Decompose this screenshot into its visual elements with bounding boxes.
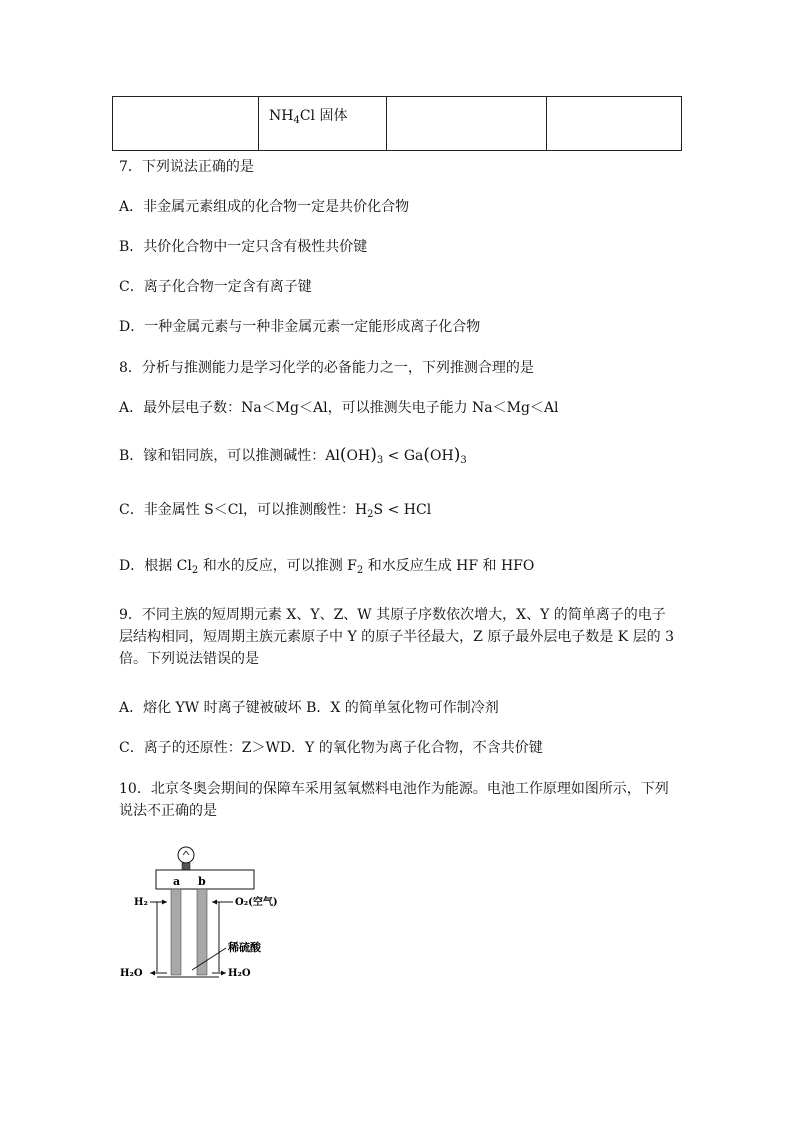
option-text: D．根据 Cl [119,558,192,574]
h2-inlet-label: H₂ [134,897,148,908]
table-row [113,97,682,151]
q8-option-c [119,500,431,520]
formula-subscript: 2 [367,509,374,520]
option-text: B．镓和铝同族，可以推测碱性： [119,448,326,464]
relation-sign: < [383,502,404,518]
fuel-cell-diagram [120,842,290,987]
option-text: 和水的反应，可以推测 F [198,558,357,574]
table-cell-2 [259,97,387,151]
table-cell-1 [113,97,259,151]
formula-text: Cl 固体 [299,108,348,124]
q7-option-d: D．一种金属元素与一种非金属元素一定能形成离子化合物 [119,319,481,335]
formula-text: S [373,502,384,518]
formula-subscript: 3 [376,455,384,466]
electrolyte-label: 稀硫酸 [228,941,261,954]
q7-option-b: B．共价化合物中一定只含有极性共价键 [119,239,368,255]
option-text: 和水反应生成 HF 和 HFO [363,558,535,574]
o2-inlet-label: O₂(空气) [235,897,278,908]
formula-text: NH [269,108,294,124]
formula-subscript: 3 [460,455,467,466]
formula-subscript: 2 [356,565,364,576]
electrode-a [171,889,181,975]
formula-subscript: 4 [293,115,300,126]
q7-option-a: A．非金属元素组成的化合物一定是共价化合物 [119,199,410,215]
q9-stem: 9．不同主族的短周期元素 X、Y、Z、W 其原子序数依次增大，X、Y 的简单离子的电子层结构相同，短周期主族元素原子中 Y 的原子半径最大，Z 原子最外层电子数是 K 层的 3 倍。下列说法错误的是 [119,607,675,667]
q8-option-b: B．镓和铝同族，可以推测碱性：$Al(OH)_3 < Ga(OH)_3$ [119,445,467,466]
q8-option-d [119,556,534,576]
electrode-a-label: a [173,875,181,888]
formula-text: OH [346,448,371,464]
table-cell-3 [387,97,547,151]
q9-options-cd: C．离子的还原性：Z＞WD．Y 的氧化物为离子化合物，不含共价键 [119,740,543,756]
formula-text: HCl [403,502,432,518]
answer-table-row [112,96,682,151]
q8-option-a: A．最外层电子数：Na＜Mg＜Al，可以推测失电子能力 Na＜Mg＜Al [119,400,559,416]
formula-text: Ga [403,448,424,464]
electrode-b [197,889,207,975]
h2o-outlet-left-label: H₂O [120,968,143,979]
option-text: C．非金属性 S＜Cl，可以推测酸性： [119,502,355,518]
formula-text: H [354,502,368,518]
formula-text: OH [430,448,454,464]
formula-subscript: 2 [191,565,199,576]
q7-option-c: C．离子化合物一定含有离子键 [119,279,312,295]
relation-sign: < [383,448,404,464]
electrode-b-label: b [198,875,206,888]
light-bulb-icon [178,847,194,870]
table-cell-4 [547,97,682,151]
q9-options-ab: A．熔化 YW 时离子键被破坏 B．X 的简单氢化物可作制冷剂 [119,700,499,716]
h2o-outlet-right-label: H₂O [228,968,251,979]
q10-stem: 10．北京冬奥会期间的保障车采用氢氧燃料电池作为能源。电池工作原理如图所示，下列说法不正确的是 [119,781,669,819]
formula-text: Al [325,448,340,464]
q7-stem: 7．下列说法正确的是 [119,159,254,175]
q8-stem: 8．分析与推测能力是学习化学的必备能力之一，下列推测合理的是 [119,360,534,376]
